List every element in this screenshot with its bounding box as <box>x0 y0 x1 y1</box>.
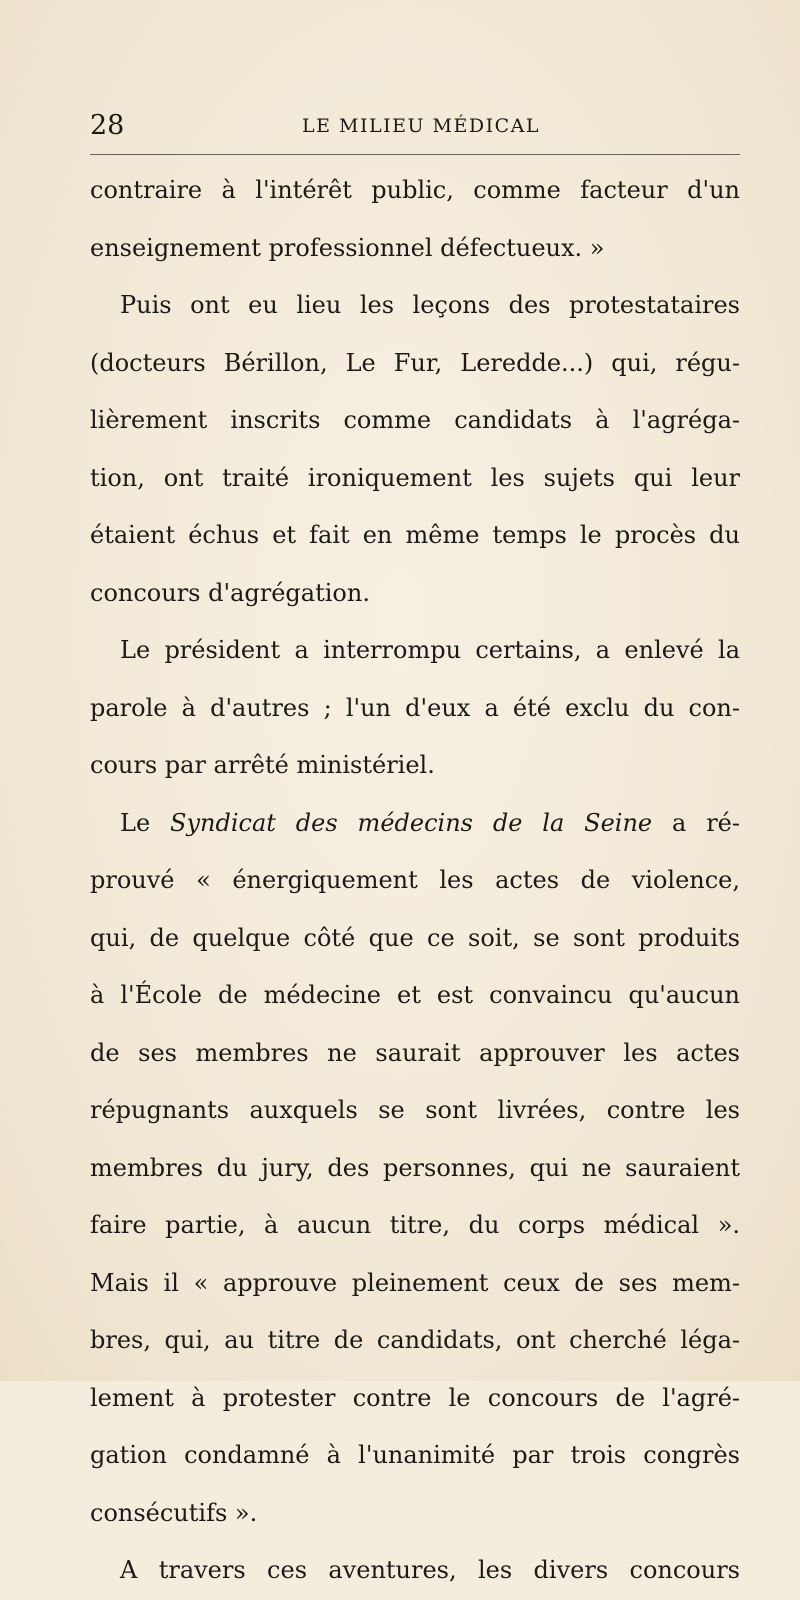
text-line: Puis ont eu lieu les leçons des protestataires <box>120 291 740 319</box>
running-head <box>90 108 740 148</box>
text-line: lièrement inscrits comme candidats à l'agréga- <box>90 406 740 434</box>
page-number: 28 <box>90 110 125 141</box>
text-line: lement à protester contre le concours de l'agré- <box>90 1383 740 1412</box>
text-line: concours d'agrégation. <box>90 578 370 607</box>
text-line: enseignement professionnel défectueux. » <box>90 233 605 262</box>
text-line: qui, de quelque côté que ce soit, se sont produits <box>90 923 740 952</box>
text-line: contraire à l'intérêt public, comme facteur d'un <box>90 176 740 204</box>
text-line: répugnants auxquels se sont livrées, contre les <box>90 1096 740 1124</box>
text-line: gation condamné à l'unanimité par trois congrès <box>90 1441 740 1469</box>
running-title: LE MILIEU MÉDICAL <box>302 115 540 137</box>
syndicate-name: Syndicat des médecins de la Seine <box>170 808 653 837</box>
text-segment: a ré- <box>652 808 740 837</box>
text-line: prouvé « énergiquement les actes de violence, <box>90 866 740 894</box>
text-line: de ses membres ne saurait approuver les actes <box>90 1038 740 1067</box>
header-rule <box>90 154 740 155</box>
text-line: consécutifs ». <box>90 1498 258 1527</box>
text-line: Mais il « approuve pleinement ceux de ses mem- <box>90 1268 740 1297</box>
body-text <box>90 162 740 1600</box>
text-line: Le président a interrompu certains, a enlevé la <box>120 636 740 664</box>
text-line: membres du jury, des personnes, qui ne sauraient <box>90 1153 740 1182</box>
text-line: (docteurs Bérillon, Le Fur, Leredde...) qui, régu- <box>90 348 740 377</box>
text-line: A travers ces aventures, les divers concours <box>120 1556 740 1584</box>
text-line: tion, ont traité ironiquement les sujets qui leur <box>90 463 740 492</box>
text-line: bres, qui, au titre de candidats, ont cherché léga- <box>90 1326 740 1354</box>
text-line: étaient échus et fait en même temps le procès du <box>90 521 740 549</box>
text-line: cours par arrêté ministériel. <box>90 751 435 779</box>
text-line: faire partie, à aucun titre, du corps médical ». <box>90 1211 740 1239</box>
text-line-mixed <box>90 795 740 853</box>
text-line: parole à d'autres ; l'un d'eux a été exclu du con- <box>90 693 740 722</box>
text-segment: Le <box>120 808 171 837</box>
text-line: à l'École de médecine et est convaincu qu'aucun <box>90 981 740 1009</box>
